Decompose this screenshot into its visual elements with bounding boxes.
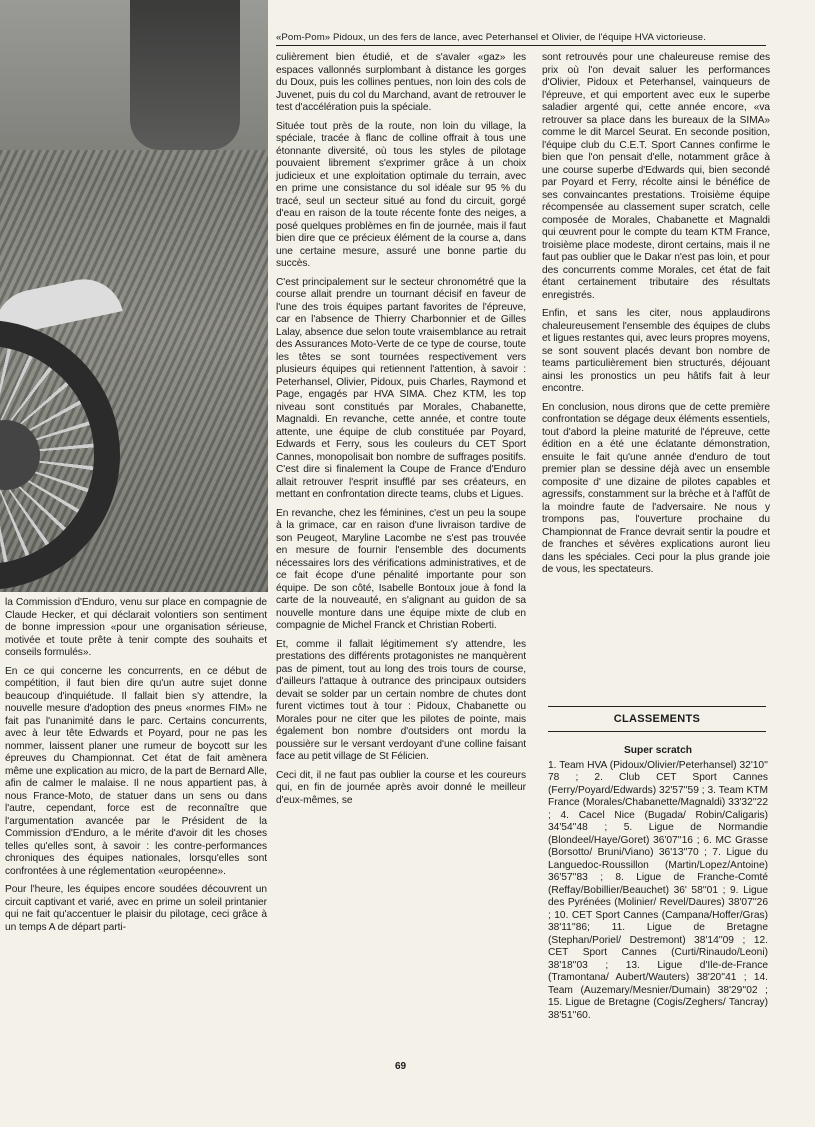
- paragraph: En conclusion, nous dirons que de cette première confrontation se dégage deux éléments essentiels, tout d'abord la pleine maturité de l'épreuve, cette édition en a été une éclatante démonstration, ensuite le fait qu'une année d'enduro de tout premier plan se dessine déjà avec un ensemble composite d' une dizaine de pilotes capables et agressifs, constamment sur la brèche et à l'affût de la moindre faute de l'adversaire. Ne nous y trompons pas, l'ouverture prochaine du Championnat de France devrait sentir la poudre et de franches et sévères explications auront lieu dans les spéciales. Ceci pour la plus grande joie de vous, les spectateurs.: [542, 401, 770, 575]
- column-3: [542, 52, 770, 583]
- paragraph: Située tout près de la route, non loin du village, la spéciale, tracée à flanc de colline offrait à tous une étonnante diversité, où tous les styles de pilotage pouvaient librement s'exprimer grâce à un choix judicieux et une exploitation optimale du terrain, avec en prime une consistance du sol idéale sur 95 % du tracé, seul un secteur situé au fond du circuit, gorgé d'eau en raison de la toute récente fonte des neiges, a posé quelques problèmes en fin de journée, mais il faut bien dire que ce précieux élément de la course a, dans une certaine mesure, assuré une bonne partie du succès.: [276, 120, 526, 269]
- paragraph: culièrement bien étudié, et de s'avaler «gaz» les espaces vallonnés surplombant à distance les gorges du Doux, puis les collines pentues, non loin des cols de Juvenet, puis du col du Marchand, avant de retrouver le test d'accélération puis la spéciale.: [276, 52, 526, 113]
- paragraph: Ceci dit, il ne faut pas oublier la course et les coureurs qui, en fin de journée après avoir donné le meilleur d'eux-mêmes, se: [276, 769, 526, 806]
- paragraph: sont retrouvés pour une chaleureuse remise des prix où l'on devait saluer les performances d'Olivier, Pidoux et Peterhansel, vainqueurs de l'épreuve, et qui emportent avec eux le superbe saladier argenté qui, cette année encore, «va retrouver sa place dans les bureaux de la SIMA» comme le dit Marcel Seurat. En seconde position, l'équipe club du C.E.T. Sport Cannes confirme le bien que l'on pensait d'elle, notamment grâce à une course superbe d'Edwards qui, bien secondé par Poyard et Ferry, récolte ainsi le bénéfice de ses convaincantes prestations. Troisième équipe récompensée au classement super scratch, celle composée de Morales, Chabanette et Magnaldi qui œuvrent pour le compte du team KTM France, troisième place modeste, diront certains, mais il ne faut pas oublier que le Dakar n'est pas loin, et pour des concurrents comme Morales, cet état de fait étant certainement tributaire des résultats enregistrés.: [542, 52, 770, 301]
- photo-caption: «Pom-Pom» Pidoux, un des fers de lance, avec Peterhansel et Olivier, de l'équipe HVA victorieuse.: [276, 32, 706, 43]
- rider-figure: [130, 0, 240, 150]
- paragraph: Et, comme il fallait légitimement s'y attendre, les prestations des différents protagonistes ne manquèrent pas de piment, tout au long des trois tours de course, d'ailleurs l'attaque à outrance des principaux outsiders devait se solder par un certain nombre de chutes dont furent victimes tout à tour : Pidoux, Chabanette ou Morales pour ne citer que les pilotes de pointe, mais également bon nombre d'outsiders ont mordu la poussière sur le versant verdoyant d'une colline faisant face au petit village de St Félicien.: [276, 638, 526, 762]
- paragraph: C'est principalement sur le secteur chronométré que la course allait prendre un tournant décisif en faveur de l'une des trois équipes partant favorites de l'épreuve, car en l'absence de Thierry Charbonnier et de Gilles Lalay, absence due selon toute vraisemblance au retrait des Assurances Moto-Verte de ce type de course, toute les têtes se sont tournées respectivement vers plusieurs équipes qui retiennent l'attention, à savoir : Peterhansel, Olivier, Pidoux, puis Charles, Raymond et Page, engagés par HVA SIMA. Chez KTM, les top niveau sont constitués par Morales, Chabanette, Magnaldi. En revanche, cette année, et contre toute attente, une équipe de club constituée par Poyard, Edwards et Ferry, sous les couleurs du CET Sport Cannes, monopolisait bon nombre de suffrages positifs. C'est dire si finalement la Coupe de France d'Enduro allait retrouver l'esprit insufflé par ses créateurs, en mettant en confrontation directe teams, clubs et Ligues.: [276, 276, 526, 500]
- caption-rule: [276, 45, 766, 46]
- classements-subtitle: Super scratch: [624, 745, 692, 756]
- classements-box: [548, 741, 768, 1022]
- paragraph: Enfin, et sans les citer, nous applaudirons chaleureusement l'ensemble des équipes de clubs et ligues restantes qui, avec leurs propres moyens, se sont souvent placés devant bon nombre de teams particulièrement bien structurés, déjouant ainsi les pronostics un peu hâtifs fait à leur encontre.: [542, 308, 770, 394]
- column-2: [276, 52, 526, 813]
- paragraph: En revanche, chez les féminines, c'est un peu la soupe à la grimace, car en raison d'une livraison tardive de son Peugeot, Maryline Lacombe ne s'est pas trouvée en mesure de fournir l'ensemble des documents nécessaires lors des vérifications administratives, et de ce fait écope d'une pénalité importante pour son équipe. De son côté, Isabelle Bontoux joue à fond la carte de la nouveauté, en s'alignant au guidon de sa nouvelle monture dans une équipe mixte de club en compagnie de Michel Franck et Christian Roberti.: [276, 507, 526, 631]
- classements-results: 1. Team HVA (Pidoux/Olivier/Peterhansel) 32'10'' 78 ; 2. Club CET Sport Cannes (Ferry/Poyard/Edwards) 32'57''59 ; 3. Team KTM France (Morales/Chabanette/Magnaldi) 33'32''22 ; 4. Cacel Nice (Bugada/ Robin/Caligaris) 34'54''48 ; 5. Ligue de Normandie (Blondeel/Haye/Goret) 36'07''16 ; 6. MC Grasse (Borsotto/ Bruni/Viano) 36'13''70 ; 7. Ligue du Languedoc-Roussillon (Martin/Lopez/Antoine) 36'57''83 ; 8. Ligue de Franche-Comté (Reffay/Bobillier/Beauchet) 36' 58''01 ; 9. Ligue des Pyrénées (Molinier/ Revel/Daures) 38'07''26 ; 10. CET Sport Cannes (Campana/Hoffer/Gras) 38'11''86; 11. Ligue de Bretagne (Stephan/Poriel/ Destremont) 38'14''09 ; 12. CET Sport Cannes (Curti/Rinaudo/Leoni) 38'18''03 ; 13. Ligue d'Ile-de-France (Tramontana/ Aubert/Wauters) 38'20''41 ; 14. Team (Auzemary/Mesnier/Dumain) 38'29''02 ; 15. Ligue de Bretagne (Cogis/Zeghers/ Tancray) 38'51''60.: [548, 759, 768, 1021]
- column-1: [5, 597, 267, 940]
- classements-title: CLASSEMENTS: [548, 706, 766, 732]
- paragraph: En ce qui concerne les concurrents, en ce début de compétition, il faut bien dire qu'un autre sujet donne beaucoup d'inquiétude. Il fallait bien s'y attendre, la nouvelle mesure d'adoption des pneus «normes FIM» ne fait pas l'unanimité dans le parc. Certains concurrents, avec à leur tête Edwards et Poyard, pour ne pas les nommer, laissent planer une rumeur de boycott sur les épreuves du Championnat. Cet état de fait amènera même une explication au micro, de la part de Bernard Alle, afin de calmer le malaise. Il ne nous appartient pas, à nous France-Moto, de statuer dans un sens ou dans l'autre, cependant, force est de reconnaître que l'argumentation avancée par le Président de la Commission d'Enduro, a le mérite d'avoir dit les choses telles qu'elles sont, à savoir : les contre-performances chroniques des équipes nationales, lorsqu'elles sont confrontées à une réglementation «européenne».: [5, 665, 267, 877]
- page-number: 69: [395, 1061, 407, 1072]
- paragraph: Pour l'heure, les équipes encore soudées découvrent un circuit captivant et varié, avec en prime un soleil printanier qui ne fait qu'accentuer le plaisir du pilotage, ceci grâce à un temps A de départ parti-: [5, 884, 267, 933]
- paragraph: la Commission d'Enduro, venu sur place en compagnie de Claude Hecker, et qui déclarait volontiers son sentiment de bonne impression «pour une organisation sérieuse, motivée et toute prête à tenir compte des souhaits et conseils formulés».: [5, 597, 267, 658]
- motocross-rider-photo: [0, 0, 268, 592]
